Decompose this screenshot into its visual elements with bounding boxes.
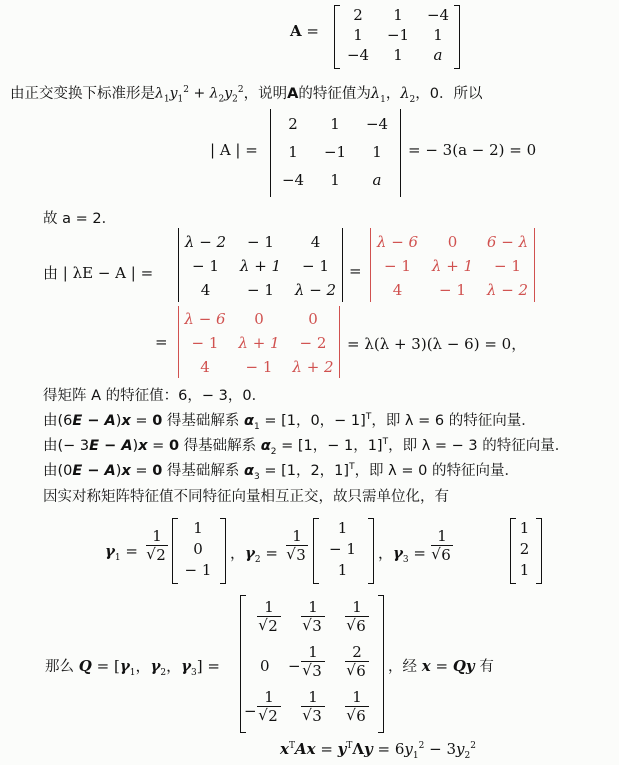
matrix-cell: 4 [200, 358, 210, 376]
eq-sign-1: = [349, 262, 362, 280]
matrix-cell: −4 [346, 46, 370, 64]
matrix-cell: − 1 [247, 281, 274, 299]
vector-entry: − 1 [329, 540, 356, 558]
eigenvector-1-line: 由(6E − A)x = 0 得基础解系 $\alpha_1 = [1$，0，− 1]$^T$，即 λ = 6 的特征向量． [43, 412, 536, 432]
matrix-cell: −4 [426, 6, 450, 24]
matrix-cell: − 1 [191, 334, 219, 352]
eigenvector-3-line: 由(0E − A)x = 0 得基础解系 $\alpha_3 = [1$，2，1]$^T$，即 λ = 0 的特征向量． [43, 462, 519, 482]
matrix-cell: λ − 2 [184, 233, 227, 251]
vector-entry: 1 [193, 519, 203, 537]
gamma-1-coef: 1 √ 2 [145, 527, 169, 564]
matrix-cell: λ + 1 [431, 257, 474, 275]
matrix-cell: λ − 2 [486, 281, 529, 299]
matrix-cell: λ − 6 [376, 233, 419, 251]
q-entry-fraction: 2 √ 6 [344, 643, 370, 680]
matrix-cell: 1 [393, 6, 403, 24]
q-entry-fraction: 1 √ 3 [300, 688, 326, 725]
matrix-cell: 1 [330, 171, 340, 189]
matrix-cell: −1 [323, 143, 347, 161]
line1-mid: ，说明 [243, 86, 288, 102]
vector-entry: 0 [193, 540, 203, 558]
gamma-1-right-bracket [220, 518, 226, 584]
vector-entry: 1 [519, 519, 530, 537]
matrix-cell: 4 [392, 281, 403, 299]
matrix-cell: − 1 [245, 358, 273, 376]
line1-mid2: 的特征值为 [298, 86, 371, 102]
vector-entry: 2 [519, 540, 530, 558]
charpoly-prefix: 由 | λE − A | = [43, 264, 154, 282]
matrix-cell: − 1 [192, 257, 219, 275]
matrix-cell: − 2 [299, 334, 327, 352]
matrix-cell: λ − 2 [294, 281, 337, 299]
q-right-bracket [378, 595, 384, 733]
gamma-2-right-bracket [368, 518, 374, 584]
matrix-cell: 1 [330, 115, 340, 133]
gamma-3-coef: 1 √ 6 [430, 527, 454, 564]
det-result: = − 3(a − 2) = 0 [408, 141, 537, 159]
q-entry-fraction: 1 √ 2 [256, 598, 282, 635]
matrix-cell: 1 [393, 46, 403, 64]
q-entry-sign: − [244, 702, 257, 720]
q-entry-fraction: 1 √ 3 [300, 598, 326, 635]
q-entry-fraction: 1 √ 2 [256, 688, 282, 725]
matrix-cell: 4 [310, 233, 321, 251]
matrix-cell: λ + 1 [238, 334, 280, 352]
matrix-cell: 1 [433, 26, 443, 44]
matrix-cell: −4 [365, 115, 389, 133]
matrix-cell: 0 [447, 233, 458, 251]
line1-prefix: 由正交变换下标准形是 [10, 86, 155, 102]
matrix-cell: 1 [353, 26, 363, 44]
q-entry-fraction: 1 √ 3 [300, 643, 326, 680]
q-definition: 那么 $Q = [\gamma_1$，$\gamma_2$，$\gamma_3$] = [45, 657, 220, 678]
orthogonality-line: 因实对称矩阵特征值不同特征向量相互正交，故只需单位化，有 [43, 489, 449, 505]
gamma-1-label: $\gamma_1$ = [105, 542, 138, 563]
matrix-cell: λ − 6 [184, 310, 226, 328]
matrix-cell: λ + 1 [239, 257, 282, 275]
det-right-bar [400, 109, 401, 197]
vector-entry: − 1 [184, 561, 212, 579]
matrix-cell: a [433, 46, 443, 64]
gamma-3-right-bracket [536, 518, 542, 584]
line1-suffix: ，0．所以 [415, 86, 483, 102]
matrix-a-label: A = [290, 22, 319, 40]
gamma-2-coef: 1 √ 3 [285, 527, 309, 564]
charpoly-result: = λ(λ + 3)(λ − 6) = 0， [347, 335, 527, 353]
matrix-cell: − 1 [384, 257, 411, 275]
matrix-cell: 4 [200, 281, 211, 299]
matrix-cell: 2 [288, 115, 298, 133]
matrix-cell: 1 [372, 143, 382, 161]
eigenvector-2-line: 由(− 3E − A)x = 0 得基础解系 $\alpha_2 = [1$，− 1，1]$^T$，即 λ = − 3 的特征向量． [43, 437, 570, 457]
matrix-cell: 0 [254, 310, 264, 328]
eq-sign-2: = [155, 333, 168, 351]
matrix-cell: −4 [281, 171, 305, 189]
vector-entry: 1 [337, 561, 348, 579]
det-left-bar [270, 109, 271, 197]
matrix-cell: 2 [353, 6, 363, 24]
matrix-cell: a [372, 171, 382, 189]
matrix-cell: −1 [386, 26, 410, 44]
matrix-cell: 0 [308, 310, 318, 328]
det-label: | A | = [210, 141, 258, 159]
q-suffix: ，经 x = Qy 有 [388, 657, 494, 675]
vector-entry: 1 [337, 519, 348, 537]
matrix-cell: 1 [288, 143, 298, 161]
q-entry-fraction: 1 √ 6 [344, 598, 370, 635]
matrix-cell: 6 − λ [486, 233, 529, 251]
gamma-2-label: ，$\gamma_2$ = [230, 544, 278, 565]
a-value-line: 故 a = 2． [43, 211, 117, 227]
final-quadratic-form: $x^TAx = y^T\Lambda y = 6y_1^2 - 3y_2^2$ [280, 740, 476, 761]
matrix-cell: − 1 [302, 257, 329, 275]
standard-form-line: 由正交变换下标准形是$\lambda_1y_1^2 + \lambda_2y_2^2$，说明A的特征值为$\lambda_1$，$\lambda_2$，0．所以 [10, 85, 483, 105]
matrix-cell: λ + 2 [292, 358, 334, 376]
gamma-3-label: ，$\gamma_3$ = [378, 544, 426, 565]
q-entry-sign: − [288, 657, 301, 675]
eigenvalues-line: 得矩阵 A 的特征值：6，− 3，0． [43, 388, 267, 404]
q-entry-fraction: 1 √ 6 [344, 688, 370, 725]
vector-entry: 1 [519, 561, 530, 579]
matrix-cell: − 1 [494, 257, 521, 275]
matrix-cell: − 1 [439, 281, 466, 299]
q-entry: 0 [260, 657, 270, 675]
matrix-cell: − 1 [247, 233, 274, 251]
